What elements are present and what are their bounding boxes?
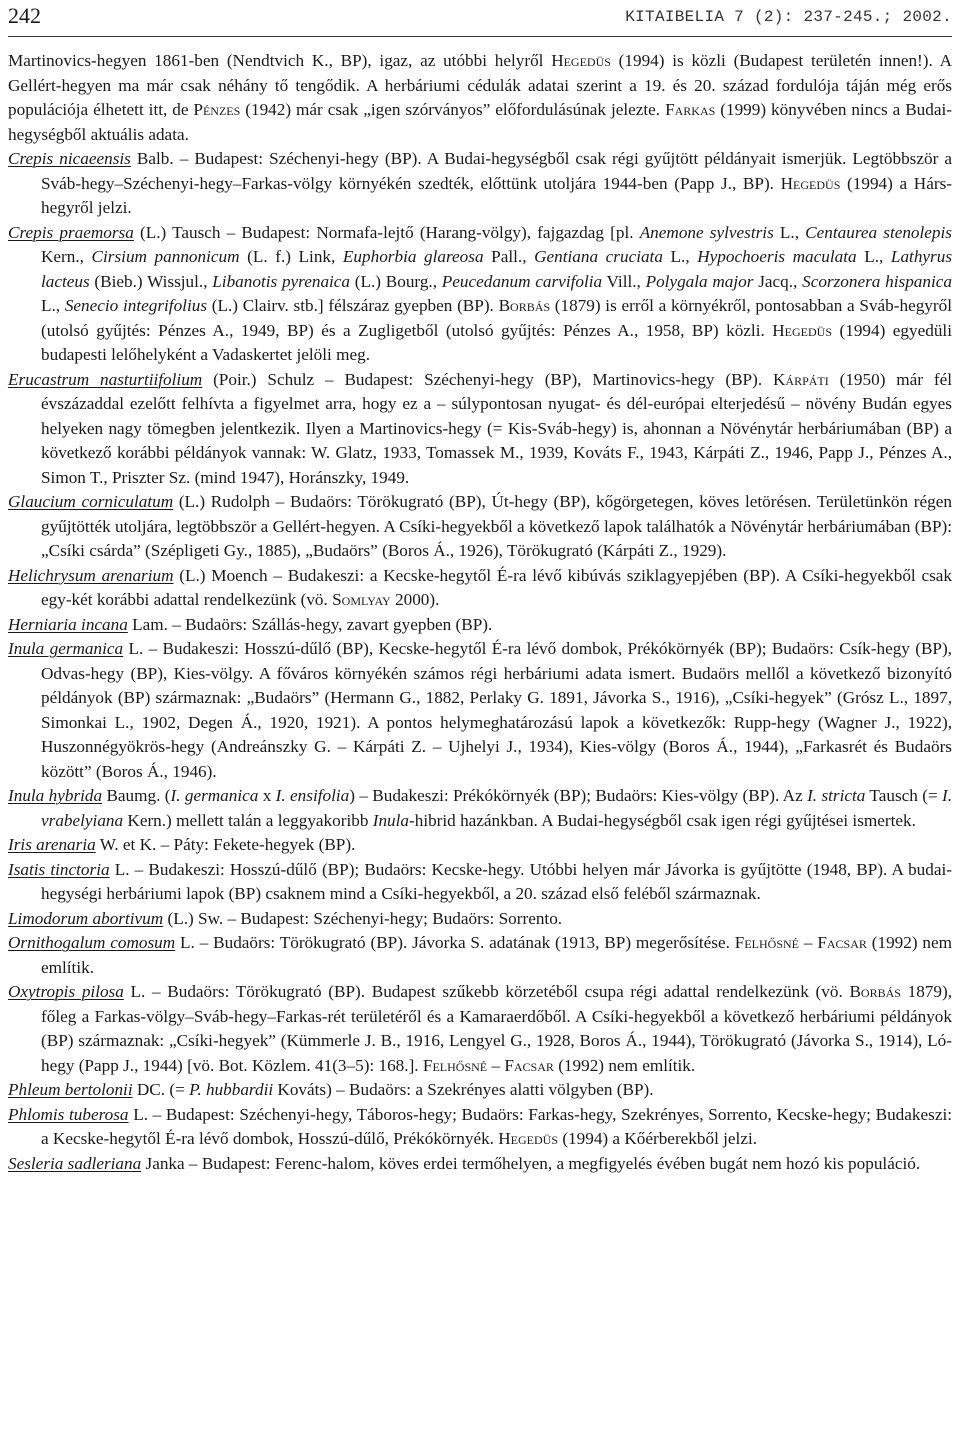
journal-citation: KITAIBELIA 7 (2): 237-245.; 2002. xyxy=(625,8,952,26)
author-name: Farkas xyxy=(665,100,716,119)
species-entry xyxy=(8,1103,952,1152)
text-run: L. – Budaörs: Törökugrató (BP). Budapest szűkebb körzetéből csupa régi adattal rendelkezünk (vö. xyxy=(123,982,850,1001)
author-name: Pénzes xyxy=(193,100,241,119)
species-name: Crepis nicaeensis xyxy=(8,149,131,168)
author-name: Facsar xyxy=(817,933,867,952)
text-run: -hibrid hazánkban. A Budai-hegységből csak igen régi gyűjtései ismertek. xyxy=(409,810,916,830)
article-body xyxy=(8,49,952,1176)
taxon-italic: Anemone sylvestris xyxy=(639,222,774,242)
taxon-italic: Gentiana cruciata xyxy=(534,247,663,266)
author-name: Hegedüs xyxy=(780,173,841,193)
text-run: x xyxy=(258,786,276,805)
author-name: Hegedüs xyxy=(551,51,611,70)
species-entry xyxy=(8,637,952,784)
text-run: 2000). xyxy=(390,590,440,609)
text-run: (1992) nem említik. xyxy=(41,933,953,977)
species-name: Inula germanica xyxy=(8,639,124,658)
author-name: Hegedüs xyxy=(772,320,833,340)
taxon-italic: Centaurea stenolepis xyxy=(805,222,952,242)
text-run: Tausch (= xyxy=(865,786,942,805)
text-run: Kern., xyxy=(41,247,92,266)
species-name: Oxytropis pilosa xyxy=(8,982,124,1001)
text-run: (1992) nem említik. xyxy=(553,1055,696,1075)
species-name: Phleum bertolonii xyxy=(8,1080,133,1099)
author-name: Kárpáti xyxy=(773,369,829,389)
text-run: W. et K. – Páty: Fekete-hegyek (BP). xyxy=(95,835,356,854)
taxon-italic: Inula xyxy=(372,810,409,830)
text-run: Martinovics-hegyen 1861-ben (Nendtvich K., BP), igaz, az utóbbi helyről xyxy=(8,51,552,70)
species-name: Sesleria sadleriana xyxy=(8,1153,142,1173)
species-entry xyxy=(8,564,952,613)
species-name: Limodorum abortivum xyxy=(8,908,164,928)
taxon-italic: Euphorbia glareosa xyxy=(342,247,484,266)
species-entry xyxy=(8,147,952,221)
author-name: Facsar xyxy=(504,1055,554,1075)
text-run: L., xyxy=(856,247,891,266)
taxon-italic: Hypochoeris maculata xyxy=(697,247,857,266)
text-run: Vill., xyxy=(602,271,646,291)
text-run: Pall., xyxy=(483,247,535,266)
species-name: Isatis tinctoria xyxy=(8,859,110,879)
species-entry xyxy=(8,1078,952,1103)
taxon-italic: Scorzonera hispanica xyxy=(802,271,952,291)
text-run: Baumg. ( xyxy=(102,786,171,805)
text-run: Lam. – Budaörs: Szállás-hegy, zavart gyepben (BP). xyxy=(127,614,493,634)
text-run: L., xyxy=(773,222,806,242)
text-run: Kern.) mellett talán a leggyakoribb xyxy=(123,810,373,830)
species-name: Inula hybrida xyxy=(8,786,103,805)
species-name: Glaucium corniculatum xyxy=(8,492,174,511)
text-run: (Poir.) Schulz – Budapest: Széchenyi-hegy (BP), Martinovics-hegy (BP). xyxy=(202,369,773,389)
text-run: (L.) Bourg., xyxy=(350,271,442,291)
species-entry xyxy=(8,833,952,858)
text-run: (1999) könyvében nincs a Budai-hegységből aktuális adata. xyxy=(8,100,952,144)
species-name: Herniaria incana xyxy=(8,614,128,634)
text-run: DC. (= xyxy=(132,1080,190,1099)
text-run: – xyxy=(799,933,818,952)
page-number: 242 xyxy=(8,3,41,28)
text-run: (1994) a Hárs-hegyről jelzi. xyxy=(41,173,952,217)
text-run: (1994) is közli (Budapest területén innen!). A Gellért-hegyen ma már csak néhány tő tengődik. A herbáriumi cédulák adatai szerint a 19. és 20. század fordulója táján még erős populációja élhetett itt, de xyxy=(8,51,952,119)
text-run: Balb. – Budapest: Széchenyi-hegy (BP). A Budai-hegységből csak régi gyűjtött példányait ismerjük. Legtöbbször a Sváb-hegy–Széchenyi-hegy–Farkas-völgy környékén szedték, előttünk utoljára 1944-ben (Papp J., BP). xyxy=(41,149,952,193)
species-entry xyxy=(8,221,952,368)
text-run: Kováts) – Budaörs: a Szekrényes alatti völgyben (BP). xyxy=(273,1080,654,1099)
text-run: (L.) Moench – Budakeszi: a Kecske-hegytől É-ra lévő kibúvás sziklagyepjében (BP). A Csíki-hegyekből csak egy-két korábbi adattal rendelkezünk (vö. xyxy=(41,565,952,609)
taxon-italic: Polygala major xyxy=(645,271,754,291)
taxon-italic: Cirsium pannonicum xyxy=(91,247,240,266)
text-run: L., xyxy=(662,247,698,266)
text-run: Janka – Budapest: Ferenc-halom, köves erdei termőhelyen, a megfigyelés évében bugát nem hozó kis populáció. xyxy=(141,1153,921,1173)
intro-paragraph xyxy=(8,49,952,147)
taxon-italic: P. hubbardii xyxy=(189,1080,274,1099)
text-run: (1879) is erről a környékről, pontosabban a Sváb-hegyről (utolsó gyűjtés: Pénzes A., 1949, BP) és a Zugligetből (utolsó gyűjtés: Pénzes A., 1958, BP) közli. xyxy=(41,296,952,340)
author-name: Hegedüs xyxy=(498,1129,559,1148)
species-entry xyxy=(8,931,952,980)
species-entry xyxy=(8,1152,952,1177)
text-run: (Bieb.) Wissjul., xyxy=(89,271,213,291)
species-entry xyxy=(8,613,952,638)
page xyxy=(8,0,952,1176)
species-name: Crepis praemorsa xyxy=(8,222,134,242)
running-header xyxy=(8,2,952,37)
text-run: (1942) már csak „igen szórványos” előfordulásúnak jelezte. xyxy=(240,100,666,119)
text-run: (1994) a Kőérberekből jelzi. xyxy=(558,1129,758,1148)
text-run: (L.) Sw. – Budapest: Széchenyi-hegy; Budaörs: Sorrento. xyxy=(163,908,563,928)
species-entry xyxy=(8,980,952,1078)
taxon-italic: I. germanica xyxy=(170,786,259,805)
author-name: Borbás xyxy=(498,296,551,315)
taxon-italic: I. stricta xyxy=(807,786,866,805)
taxon-italic: I. vrabelyiana xyxy=(41,786,953,830)
taxon-italic: I. ensifolia xyxy=(275,786,350,805)
text-run: (1994) egyedüli budapesti lelőhelyként a Vadaskertet jelöli meg. xyxy=(41,320,952,364)
species-name: Erucastrum nasturtiifolium xyxy=(8,369,203,389)
text-run: (L.) Rudolph – Budaörs: Törökugrató (BP), Út-hegy (BP), kőgörgetegen, köves letörésen. Területünkön régen gyűjtötték utoljára, legtöbbször a Gellért-hegyen. A Csíki-hegyekből a következő lapok találhatók a Növénytár herbáriumában (BP): „Csíki csárda” (Szépligeti Gy., 1885), „Budaörs” (Boros Á., 1926), Törökugrató (Kárpáti Z., 1929). xyxy=(41,492,952,560)
species-name: Phlomis tuberosa xyxy=(8,1104,129,1124)
text-run: Jacq., xyxy=(753,271,803,291)
text-run: L. – Budapest: Széchenyi-hegy, Táboros-hegy; Budaörs: Farkas-hegy, Szekrényes, Sorrento, Kecske-hegy; Budakeszi: a Kecske-hegytől É-ra lévő dombok, Hosszú-dűlő, Prékókörnyék. xyxy=(41,1104,952,1148)
text-run: L. – Budakeszi: Hosszú-dűlő (BP), Kecske-hegytől É-ra lévő dombok, Prékókörnyék (BP); Budaörs: Csík-hegy (BP), Odvas-hegy (BP), Kies-völgy. A főváros környékén számos régi herbáriumi adata ismert. Budaörs mellől a következő bizonyító példányok (BP) származnak: „Budaörs” (Hermann G., 1882, Perlaky G. 1891, Jávorka S., 1916), „Csíki-hegyek” (Grósz L., 1897, Simonkai L., 1902, Degen Á., 1920, 1921). A pontos helymeghatározású lapok a következők: Rupp-hegy (Wagner J., 1922), Huszonnégyökrös-hegy (Andreánszky G. – Kárpáti Z. – Ujhelyi J., 1934), Kies-völgy (Boros Á., 1944), „Farkasrét és Budaörs között” (Boros Á., 1946). xyxy=(41,639,952,781)
species-entry xyxy=(8,858,952,907)
author-name: Borbás xyxy=(849,982,901,1001)
taxon-italic: Senecio integrifolius xyxy=(64,296,208,315)
text-run: L., xyxy=(41,296,65,315)
text-run: (L.) Tausch – Budapest: Normafa-lejtő (Harang-völgy), fajgazdag [pl. xyxy=(133,222,640,242)
species-name: Iris arenaria xyxy=(8,835,96,854)
taxon-italic: Lathyrus lacteus xyxy=(41,247,953,291)
taxon-italic: Peucedanum carvifolia xyxy=(441,271,603,291)
text-run: – xyxy=(487,1055,505,1075)
species-entry xyxy=(8,490,952,564)
text-run: L. – Budaörs: Törökugrató (BP). Jávorka S. adatának (1913, BP) megerősítése. xyxy=(175,933,735,952)
species-entry xyxy=(8,368,952,491)
author-name: Somlyay xyxy=(332,590,391,609)
author-name: Felhősné xyxy=(422,1055,488,1075)
species-name: Ornithogalum comosum xyxy=(8,933,176,952)
species-name: Helichrysum arenarium xyxy=(8,565,174,585)
species-entry xyxy=(8,907,952,932)
text-run: L. – Budakeszi: Hosszú-dűlő (BP); Budaörs: Kecske-hegy. Utóbbi helyen már Jávorka is gyűjtötte (1948, BP). A budai-hegységi herbáriumi lapok (BP) csaknem mind a Csíki-hegyekből, a 20. század első feléből származnak. xyxy=(41,859,952,903)
text-run: (L. f.) Link, xyxy=(239,247,343,266)
text-run: (L.) Clairv. stb.] félszáraz gyepben (BP). xyxy=(207,296,499,315)
text-run: ) – Budakeszi: Prékókörnyék (BP); Budaörs: Kies-völgy (BP). Az xyxy=(349,786,808,805)
author-name: Felhősné xyxy=(734,933,800,952)
text-run: (1950) már fél évszázaddal ezelőtt felhívta a figyelmet arra, hogy ez a – súlypontosan nyugat- és dél-európai elterjedésű – növény Budán egyes helyeken nagy tömegben jelentkezik. Ilyen a Martinovics-hegy (= Kis-Sváb-hegy) is, ahonnan a Növénytár herbáriumában (BP) a következő korábbi példányok vannak: W. Glatz, 1933, Tomassek M., 1939, Kováts F., 1943, Kárpáti Z., 1946, Papp J., Pénzes A., Simon T., Priszter Sz. (mind 1947), Horánszky, 1949. xyxy=(41,369,952,487)
taxon-italic: Libanotis pyrenaica xyxy=(212,271,351,291)
species-entry xyxy=(8,784,952,833)
text-run: 1879), főleg a Farkas-völgy–Sváb-hegy–Farkas-rét területéről és a Kamaraerdőből. A Csíki-hegyekből a következő herbáriumi példányok (BP) származnak: „Csíki-hegyek” (Kümmerle J. B., 1916, Lengyel G., 1928, Boros Á., 1944), Törökugrató (Jávorka S., 1914), Ló-hegy (Papp J., 1944) [vö. Bot. Közlem. 41(3–5): 168.]. xyxy=(41,982,952,1075)
